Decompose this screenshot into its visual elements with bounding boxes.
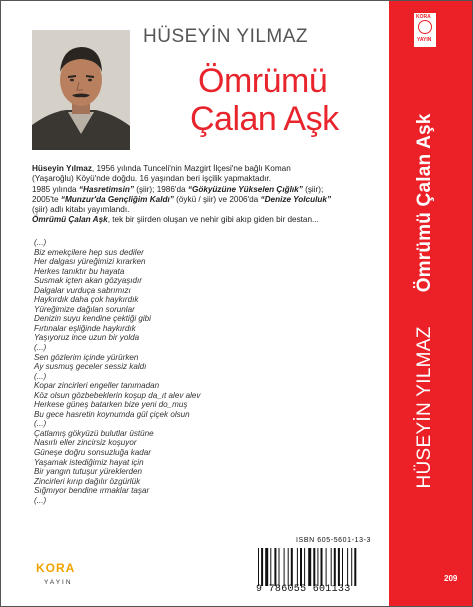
publisher-logo: [36, 557, 82, 591]
poem-line: Ay susmuş geceler sessiz kaldı: [34, 362, 147, 372]
poem-line: Sen gözlerim içinde yürürken: [34, 352, 139, 362]
spine-logo-sub: YAYIN: [417, 37, 432, 43]
bio-text: , tek bir şiirden oluşan ve nehir gibi akıp giden bir destan...: [107, 215, 319, 225]
barcode-bar: [300, 548, 302, 586]
bio-book-title: Ömrümü Çalan Aşk: [32, 215, 108, 225]
bio-paragraph-3: [32, 215, 332, 225]
barcode-bar: [351, 548, 352, 586]
book-title-line-1: Ömrümü: [198, 62, 328, 100]
barcode-bar: [261, 548, 263, 586]
barcode-bar: [317, 548, 318, 586]
barcode-bar: [270, 548, 271, 586]
barcode-bar: [284, 548, 285, 586]
bio-text: 1985 yılında: [32, 184, 79, 194]
barcode-bar: [326, 548, 327, 586]
bio-book-title: “Gökyüzüne Yükselen Çığlık”: [187, 184, 303, 194]
poem-line: Bu gece hasretin koynumda gül çiçek olsun: [34, 409, 190, 419]
spine-text: [414, 21, 438, 581]
poem-line: Dalgalar vurduça sabrımızı: [34, 285, 131, 295]
publisher-logo-sub: YAYIN: [44, 579, 73, 586]
bio-author-name: Hüseyin Yılmaz: [32, 164, 92, 173]
author-photo: [32, 30, 130, 150]
poem-line: Köz olsun gözbebeklerin koşup da_ıt alev alev: [34, 390, 201, 400]
poem-line: Herkese güneş batarken bize yeni do_muş: [34, 400, 188, 410]
poem-line: Yaşamak istediğimiz hayat için: [34, 457, 144, 467]
barcode-bar: [265, 548, 268, 586]
poem-line: (...): [34, 343, 47, 353]
bio-text: (şiir); 1986'da: [133, 184, 188, 194]
book-title-line-2: Çalan Aşk: [190, 100, 339, 138]
poem-line: Haykırdık daha çok haykırdık: [34, 295, 139, 305]
bio-paragraph-2: [32, 185, 332, 216]
poem-excerpt: [34, 238, 264, 505]
poem-line: Susmak içten akan gözyaşıdır: [34, 276, 142, 286]
poem-line: (...): [34, 495, 47, 505]
barcode-bar: [304, 548, 305, 586]
bio-birth-text: , 1956 yılında Tunceli'nin Mazgirt İlçesi'ne bağlı Koman (Yaşaroğlu) Köyü'nde doğdu. 16 yaşından beri işçilik yapmaktadır.: [32, 164, 291, 184]
barcode-bar: [274, 548, 276, 586]
isbn-label: ISBN 605-5601-13-3: [296, 537, 372, 544]
poem-line: Çatlamış gökyüzü bulutlar üstüne: [34, 428, 154, 438]
barcode-bar: [308, 548, 311, 586]
author-name: HÜSEYİN YILMAZ: [143, 26, 309, 47]
bio-paragraph-1: [32, 164, 332, 185]
barcode-bar: [297, 548, 298, 586]
barcode-digits: 9 786055 601133: [256, 584, 351, 595]
poem-line: Kopar zincirleri engeller tanımadan: [34, 381, 160, 391]
spine-title: Ömrümü Çalan Aşk: [414, 113, 435, 293]
barcode-bar: [321, 548, 323, 586]
author-biography: [32, 164, 332, 226]
barcode-bar: [331, 548, 332, 586]
barcode-bar: [342, 548, 343, 586]
poem-line: Güneşe doğru sonsuzluğa kadar: [34, 448, 151, 458]
barcode-image: [256, 548, 384, 586]
poem-line: (...): [34, 371, 47, 381]
poem-line: (...): [34, 238, 47, 247]
bio-book-title: “Munzur'da Gençliğim Kaldı”: [60, 194, 174, 204]
publisher-logo-word: KORA: [36, 561, 76, 575]
poem-line: Biz emekçilere hep sus dediler: [34, 247, 144, 257]
barcode-bar: [313, 548, 315, 586]
barcode-bar: [291, 548, 293, 586]
bio-text: (öykü / şiir) ve 2006'da: [173, 194, 261, 204]
poem-line: Herkes tanıktır bu hayata: [34, 266, 125, 276]
bio-text: (şiir) adlı kitabı yayımlandı.: [32, 205, 130, 215]
poem-line: (...): [34, 419, 47, 429]
poem-line: Nasırlı eller zincirsiz koşuyor: [34, 438, 137, 448]
barcode-bar: [347, 548, 348, 586]
barcode-bar: [334, 548, 336, 586]
poem-line: Sığmıyor bendine ırmaklar taşar: [34, 486, 150, 496]
spine-series-number: 209: [444, 574, 458, 583]
spine-author: HÜSEYİN YILMAZ: [414, 326, 435, 489]
poem-line: Yaşıyoruz ince uzun bir yolda: [34, 333, 140, 343]
bio-text: (şiir); 2005'te: [32, 184, 324, 204]
poem-line: Zincirleri kırıp dağılır özgürlük: [34, 476, 141, 486]
poem-line: Bir yangın tutuşur yüreklerden: [34, 467, 142, 477]
barcode-bar: [279, 548, 280, 586]
author-portrait-image: [32, 30, 130, 150]
poem-line: Fırtınalar eşliğinde haykırdık: [34, 323, 136, 333]
barcode-bar: [288, 548, 289, 586]
spine-logo-word: KORA: [416, 14, 431, 20]
barcode-bar: [354, 548, 356, 586]
barcode-bar: [338, 548, 340, 586]
bio-book-title: “Hasretimsin”: [78, 184, 134, 194]
barcode-bar: [258, 548, 259, 586]
bio-book-title: “Denize Yolculuk”: [260, 194, 332, 204]
poem-line: Yüreğimize dağılan sorunlar: [34, 304, 135, 314]
poem-line: Denizin suyu kendine çektiği gibi: [34, 314, 151, 324]
poem-line: Her dalgası yüreğimizi kırarken: [34, 257, 146, 267]
